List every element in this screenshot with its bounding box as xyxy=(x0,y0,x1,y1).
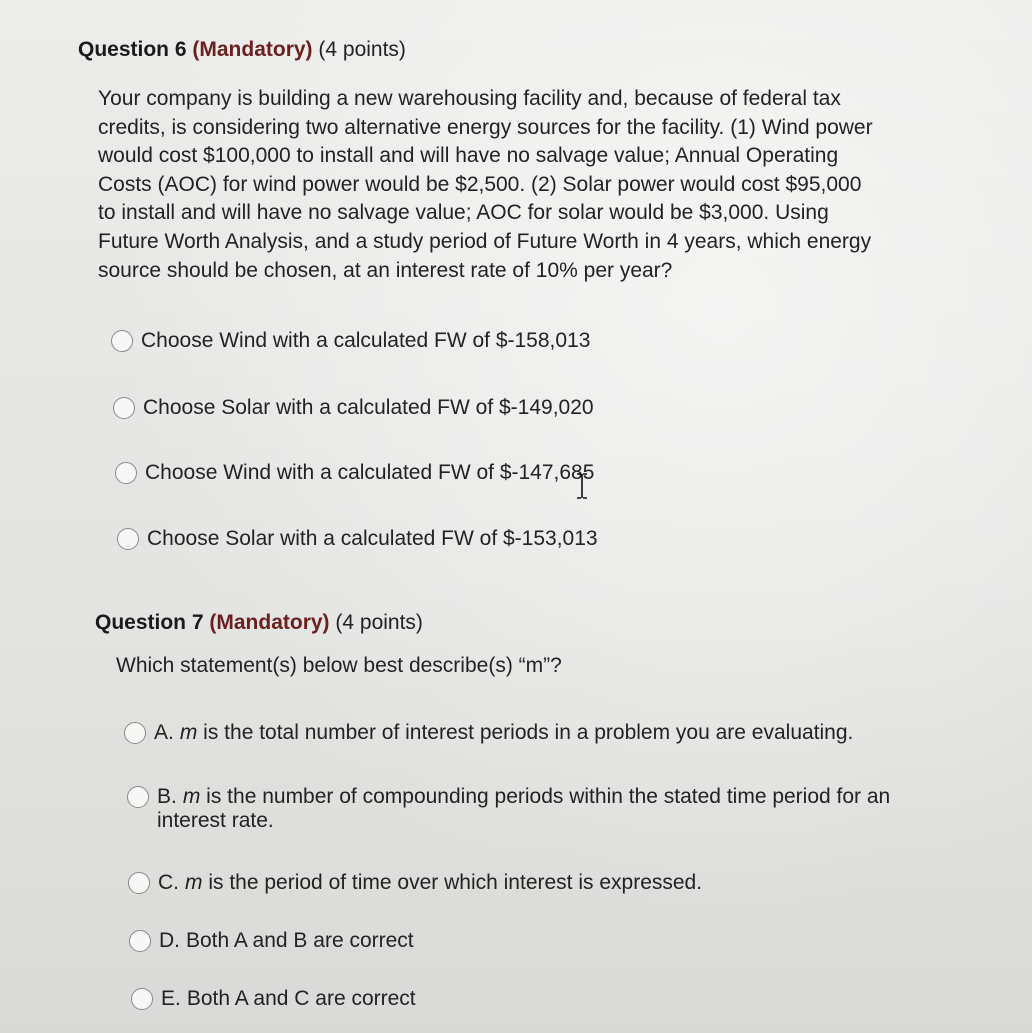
option-line: interest rate. xyxy=(157,809,274,832)
question-7-header xyxy=(95,611,423,635)
option-text: Both A and C are correct xyxy=(186,987,416,1010)
option-letter: B. xyxy=(157,785,177,808)
question-6-text xyxy=(98,85,873,285)
question-6-header xyxy=(78,38,406,62)
q6-option-2[interactable] xyxy=(113,396,594,420)
q6-option-3[interactable] xyxy=(115,461,594,485)
q7-option-a-label xyxy=(154,721,853,745)
question-6-text-line: Future Worth Analysis, and a study period of Future Worth in 4 years, which energy xyxy=(98,229,872,253)
radio-button-icon[interactable] xyxy=(131,988,153,1010)
q6-option-4[interactable] xyxy=(117,527,598,551)
q7-option-b[interactable] xyxy=(127,785,890,833)
q7-option-b-label xyxy=(157,785,890,833)
q7-option-c[interactable] xyxy=(128,871,702,895)
question-6-text-line: credits, is considering two alternative energy sources for the facility. (1) Wind power xyxy=(98,115,873,139)
q7-option-e-label xyxy=(161,987,416,1011)
question-6-points: (4 points) xyxy=(318,38,406,61)
m-variable: m xyxy=(185,871,203,894)
question-7-text xyxy=(116,652,562,681)
option-text: is the period of time over which interest is expressed. xyxy=(202,871,703,894)
q6-option-2-label: Choose Solar with a calculated FW of $-149,020 xyxy=(143,396,594,419)
option-line xyxy=(157,785,890,809)
q6-option-4-label: Choose Solar with a calculated FW of $-153,013 xyxy=(147,527,598,550)
question-6-text-line: Your company is building a new warehousing facility and, because of federal tax xyxy=(98,87,841,110)
question-6-text-line: source should be chosen, at an interest rate of 10% per year? xyxy=(98,258,673,282)
radio-button-icon[interactable] xyxy=(129,930,151,952)
question-7-number: Question 7 xyxy=(95,611,204,634)
q6-option-1-label: Choose Wind with a calculated FW of $-158,013 xyxy=(141,329,591,352)
question-6-text-line: to install and will have no salvage value; AOC for solar would be $3,000. Using xyxy=(98,201,829,225)
question-7-points: (4 points) xyxy=(335,611,423,634)
radio-button-icon[interactable] xyxy=(111,330,133,352)
q7-option-d-label xyxy=(159,929,414,953)
q7-option-c-label xyxy=(158,871,702,895)
option-letter: E. xyxy=(161,987,181,1010)
question-6-text-line: would cost $100,000 to install and will have no salvage value; Annual Operating xyxy=(98,144,839,168)
q7-option-a[interactable] xyxy=(124,721,853,745)
question-6-text-line: Costs (AOC) for wind power would be $2,500. (2) Solar power would cost $95,000 xyxy=(98,172,862,196)
radio-button-icon[interactable] xyxy=(124,722,146,744)
option-letter: D. xyxy=(159,929,180,952)
option-text: is the number of compounding periods within the stated time period for an xyxy=(200,785,891,808)
q7-option-e[interactable] xyxy=(131,987,416,1011)
radio-button-icon[interactable] xyxy=(117,528,139,550)
question-7-mandatory: (Mandatory) xyxy=(209,611,330,634)
option-letter: C. xyxy=(158,871,179,894)
option-text: is the total number of interest periods in a problem you are evaluating. xyxy=(197,721,854,744)
radio-button-icon[interactable] xyxy=(115,462,137,484)
option-text: Both A and B are correct xyxy=(186,929,414,952)
m-variable: m xyxy=(182,785,201,808)
question-7-text-line: Which statement(s) below best describe(s) “m”? xyxy=(116,654,562,677)
text-cursor-icon xyxy=(575,473,589,499)
option-letter: A. xyxy=(154,721,174,744)
q6-option-3-label: Choose Wind with a calculated FW of $-147,685 xyxy=(145,461,595,484)
question-6-number: Question 6 xyxy=(78,38,187,61)
m-variable: m xyxy=(179,721,198,744)
q7-option-d[interactable] xyxy=(129,929,414,953)
q6-option-1[interactable] xyxy=(111,329,590,353)
question-6-mandatory: (Mandatory) xyxy=(192,38,313,61)
radio-button-icon[interactable] xyxy=(127,786,149,808)
radio-button-icon[interactable] xyxy=(113,397,135,419)
radio-button-icon[interactable] xyxy=(128,872,150,894)
